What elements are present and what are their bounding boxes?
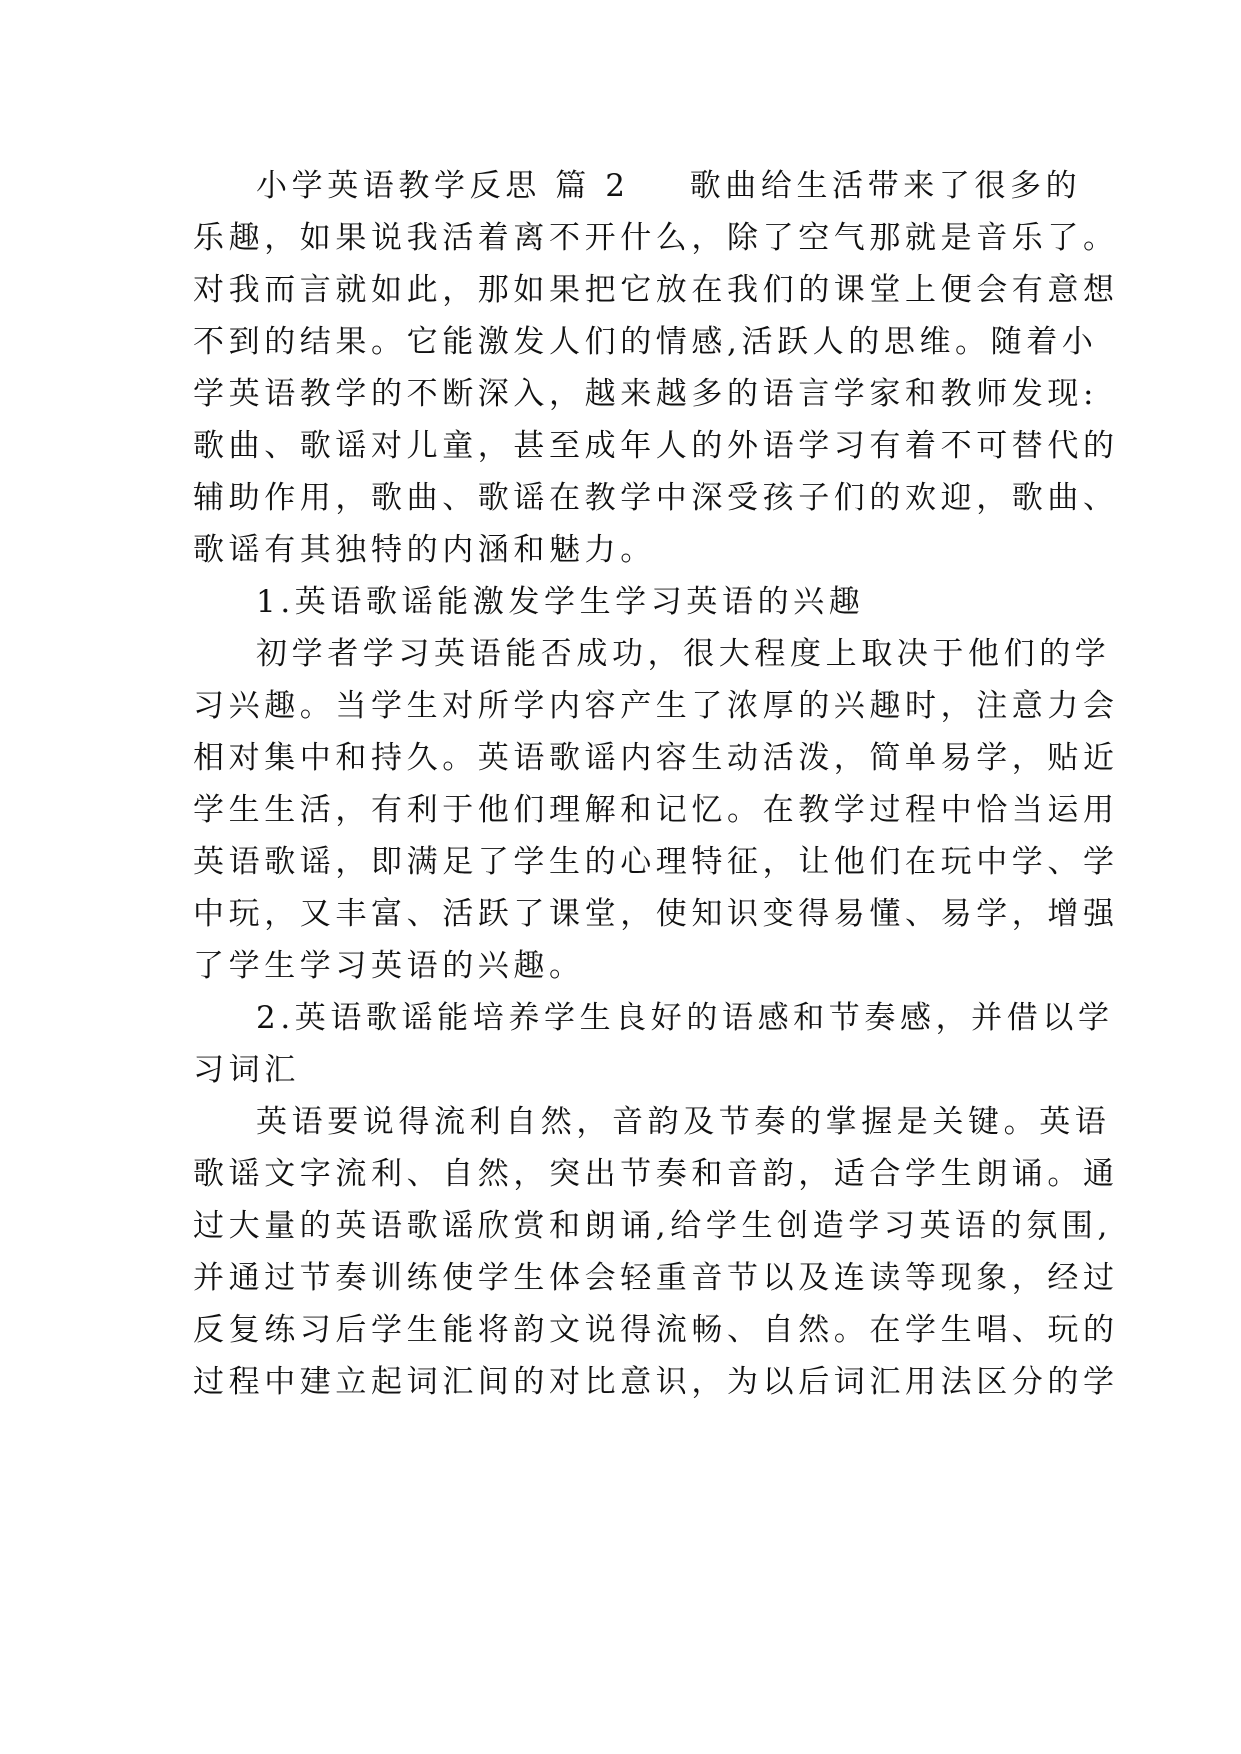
paragraph-3-line-5: 反复练习后学生能将韵文说得流畅、自然。在学生唱、玩的 — [193, 1312, 1119, 1348]
paragraph-2-line-5: 英语歌谣，即满足了学生的心理特征，让他们在玩中学、学 — [193, 844, 1119, 880]
paragraph-1-line-8: 歌谣有其独特的内涵和魅力。 — [193, 532, 656, 568]
paragraph-1-line-7: 辅助作用，歌曲、歌谣在教学中深受孩子们的欢迎，歌曲、 — [193, 480, 1119, 516]
paragraph-1-line-6: 歌曲、歌谣对儿童，甚至成年人的外语学习有着不可替代的 — [193, 428, 1119, 464]
paragraph-2-line-7: 了学生学习英语的兴趣。 — [193, 948, 585, 984]
paragraph-1-line-1: 歌曲给生活带来了很多的 — [689, 168, 1082, 204]
paragraph-1-line-5: 学英语教学的不断深入，越来越多的语言学家和教师发现: — [193, 376, 1099, 412]
paragraph-3-line-6: 过程中建立起词汇间的对比意识，为以后词汇用法区分的学 — [193, 1364, 1119, 1400]
paragraph-2-line-2: 习兴趣。当学生对所学内容产生了浓厚的兴趣时，注意力会 — [193, 688, 1119, 724]
title-line — [256, 160, 1082, 212]
paragraph-1-line-4: 不到的结果。它能激发人们的情感,活跃人的思维。随着小 — [193, 324, 1098, 360]
heading-1: 1.英语歌谣能激发学生学习英语的兴趣 — [256, 584, 865, 620]
paragraph-2-line-4: 学生生活，有利于他们理解和记忆。在教学过程中恰当运用 — [193, 792, 1119, 828]
paragraph-1-line-2: 乐趣，如果说我活着离不开什么，除了空气那就是音乐了。 — [193, 220, 1119, 256]
paragraph-3-line-4: 并通过节奏训练使学生体会轻重音节以及连读等现象，经过 — [193, 1260, 1119, 1296]
heading-2-line-1: 2.英语歌谣能培养学生良好的语感和节奏感，并借以学 — [256, 1000, 1114, 1036]
paragraph-3-line-2: 歌谣文字流利、自然，突出节奏和音韵，适合学生朗诵。通 — [193, 1156, 1119, 1192]
paragraph-2-line-3: 相对集中和持久。英语歌谣内容生动活泼，简单易学，贴近 — [193, 740, 1119, 776]
paragraph-3-line-1: 英语要说得流利自然，音韵及节奏的掌握是关键。英语 — [256, 1104, 1111, 1140]
paragraph-1-line-3: 对我而言就如此，那如果把它放在我们的课堂上便会有意想 — [193, 272, 1119, 308]
paragraph-2-line-6: 中玩，又丰富、活跃了课堂，使知识变得易懂、易学，增强 — [193, 896, 1119, 932]
section-title: 小学英语教学反思 篇 2 — [256, 168, 630, 204]
paragraph-2-line-1: 初学者学习英语能否成功，很大程度上取决于他们的学 — [256, 636, 1111, 672]
heading-2-line-2: 习词汇 — [193, 1052, 300, 1088]
paragraph-3-line-3: 过大量的英语歌谣欣赏和朗诵,给学生创造学习英语的氛围, — [193, 1208, 1112, 1244]
